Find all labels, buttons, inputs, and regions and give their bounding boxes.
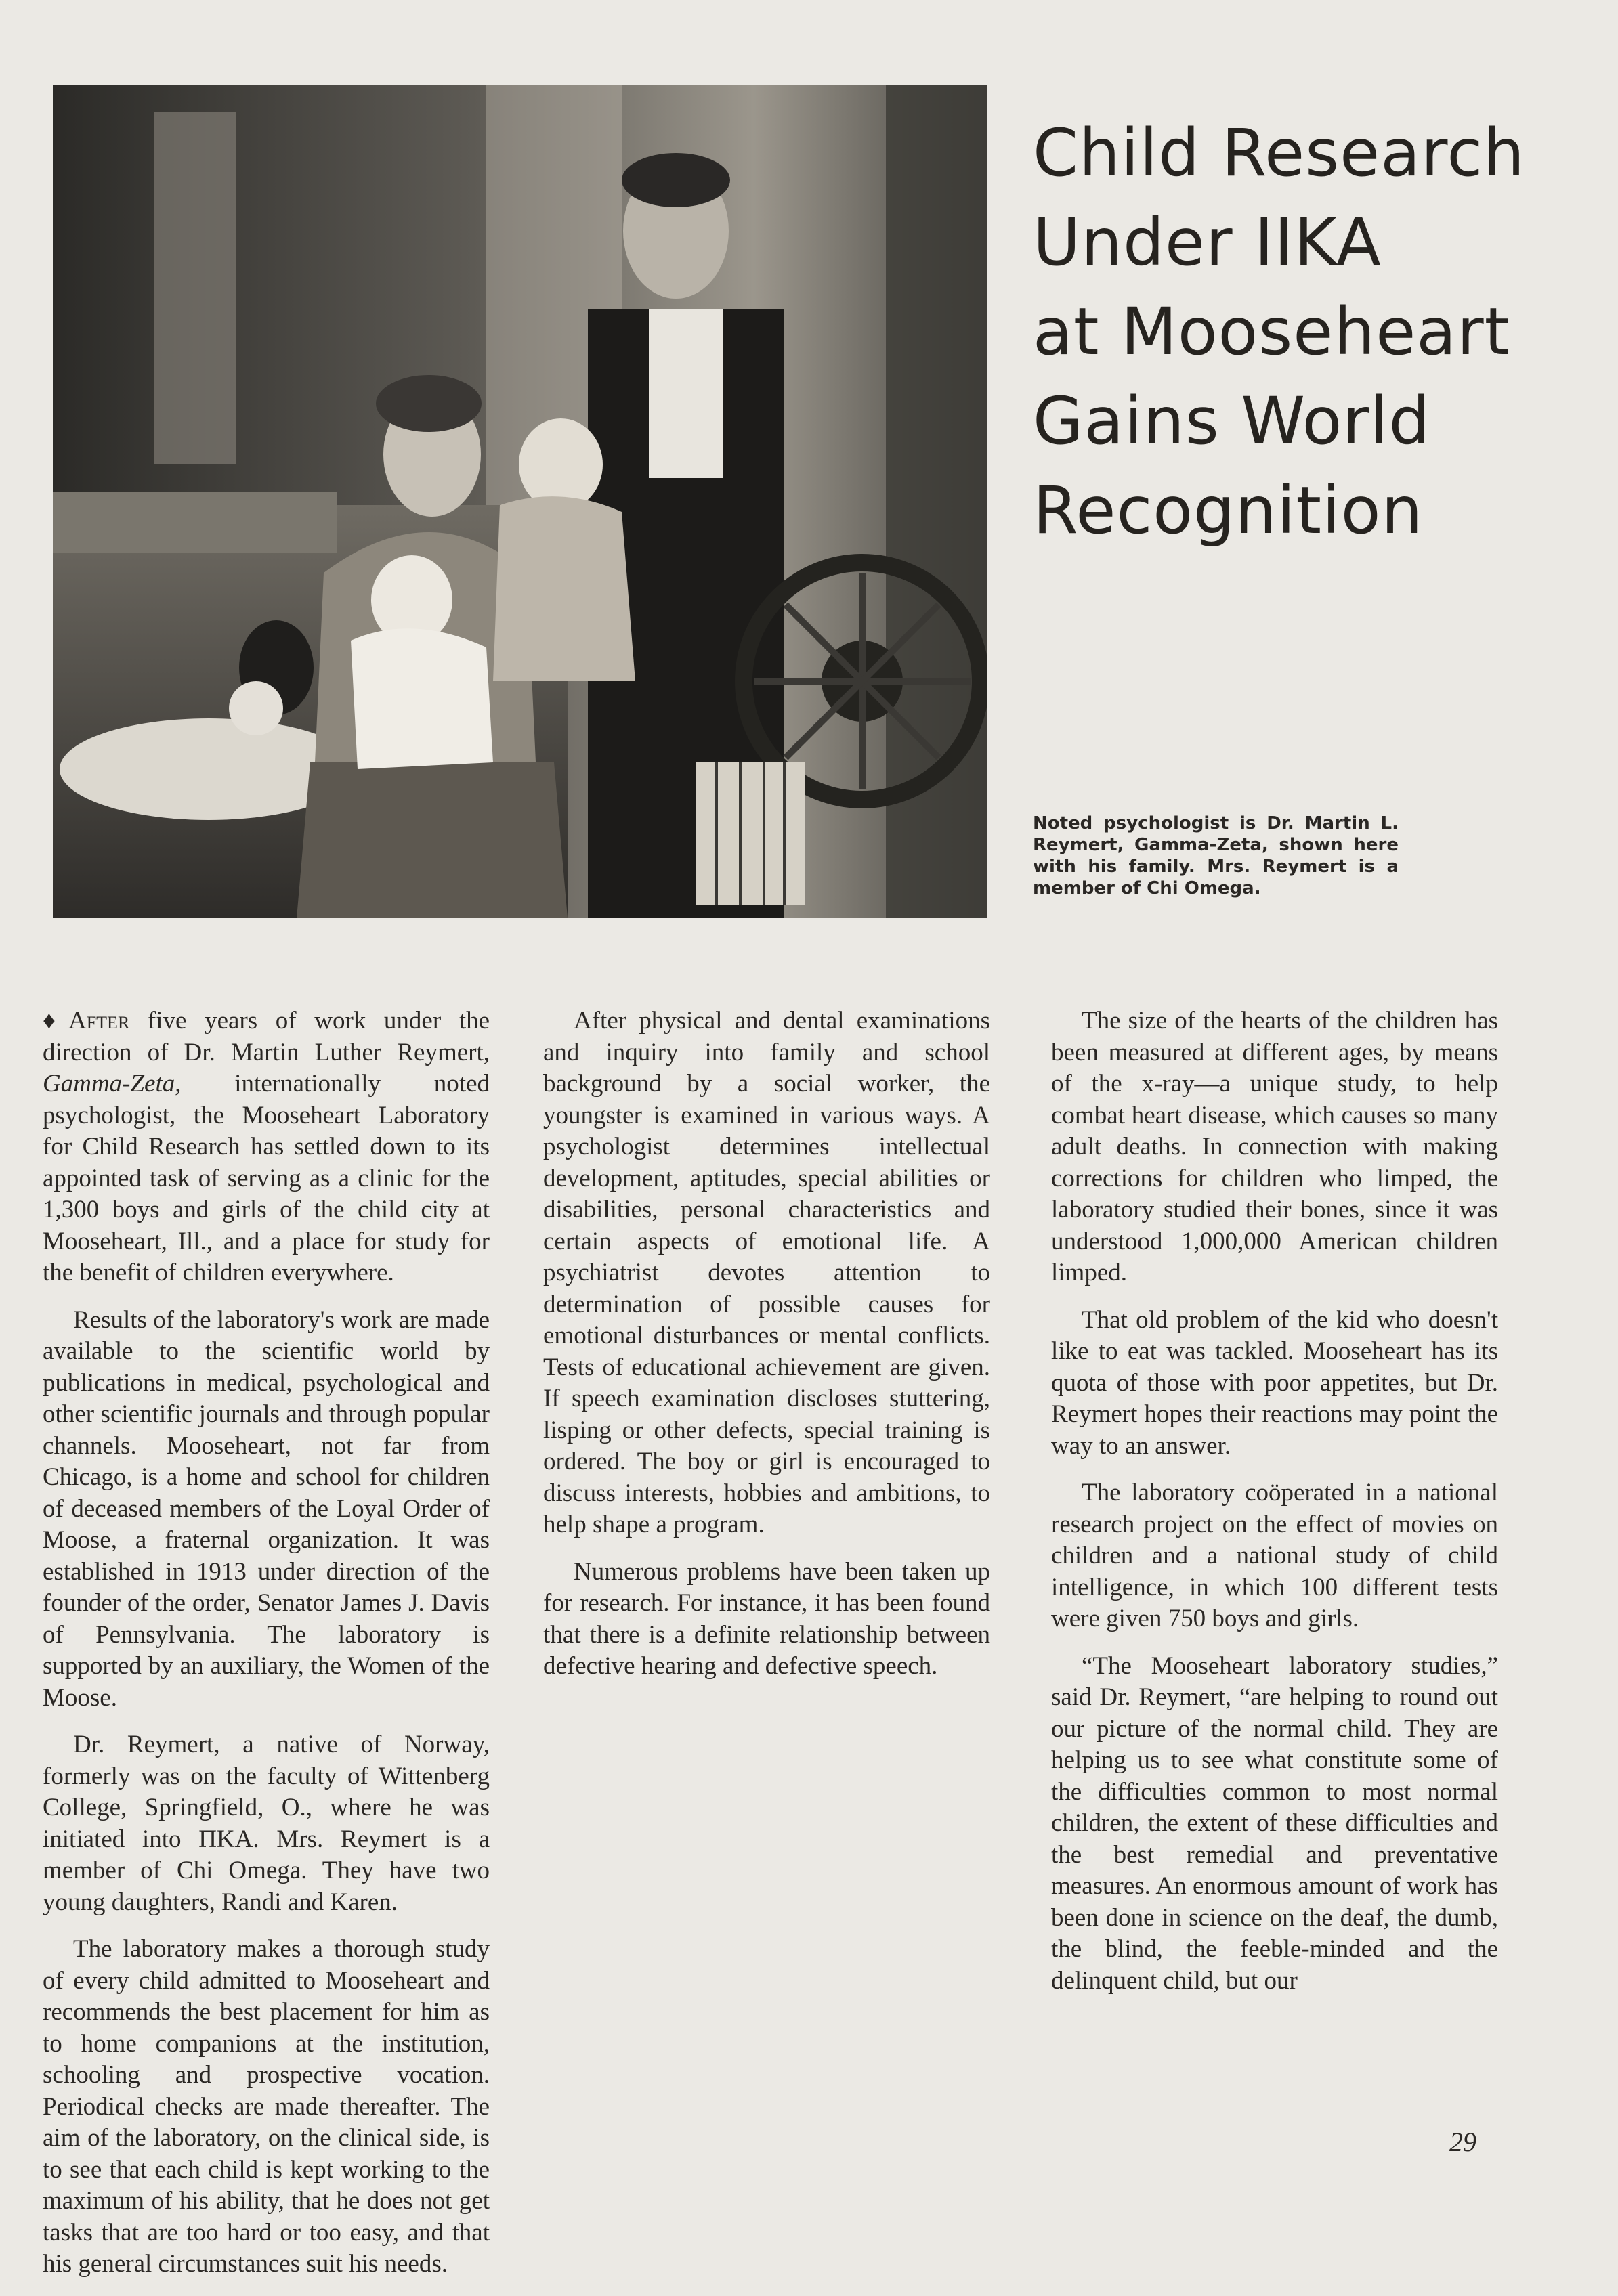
paragraph-10: “The Mooseheart laboratory studies,” said Dr. Reymert, “are helping to round out our picture of the normal child. They are helping us to see what constitute some of the difficulties common to most normal children, the extent of these difficulties and the best remedial and preventative measures. An enormous amount of work has been done in science on the deaf, the dumb, the blind, the feeble-minded and the delinquent child, but our [1051,1651,1498,1995]
paragraph-1 [43,1005,490,1289]
family-photo [53,85,987,918]
paragraph-8: That old problem of the kid who doesn't like to eat was tackled. Mooseheart has its quota of those with poor appetites, but Dr. Reymert hopes their reactions may point the way to an answer. [1051,1305,1498,1460]
column-2 [543,1005,990,1698]
page-number: 29 [1449,2127,1476,2157]
title-line-4: Gains World [1033,383,1431,459]
paragraph-9: The laboratory coöperated in a national research project on the effect of movies on children and a national study of child intelligence, in which 100 different tests were given 750 boys and girls. [1051,1479,1498,1632]
title-line-3: at Mooseheart [1033,294,1511,370]
title-line-5: Recognition [1033,473,1424,548]
paragraph-7: The size of the hearts of the children has been measured at different ages, by means of the x-ray—a unique study, to help combat heart disease, which causes so many adult deaths. In connection with making corrections for children who limped, the laboratory studied their bones, since it was understood 1,000,000 American children limped. [1051,1007,1498,1286]
column-3 [1051,1005,1498,2012]
diamond-marker-icon: ♦ [43,1007,56,1035]
paragraph-1-text-a: five years of work under the direction of Dr. Martin Luther Reymert, [43,1007,490,1066]
column-1 [43,1005,490,2296]
paragraph-4: The laboratory makes a thorough study of every child admitted to Mooseheart and recommends the best placement for him as to home companions at the institution, schooling and prospective vocation. Periodical checks are made thereafter. The aim of the laboratory, on the clinical side, is to see that each child is kept working to the maximum of his ability, that he does not get tasks that are too hard or too easy, and that his general circumstances suit his needs. [43,1935,490,2278]
paragraph-2: Results of the laboratory's work are made available to the scientific world by publications in medical, psychological and other scientific journals and through popular channels. Mooseheart, not far from Chicago, is a home and school for children of deceased members of the Loyal Order of Moose, a fraternal organization. It was established in 1913 under direction of the founder of the order, Senator James J. Davis of Pennsylvania. The laboratory is supported by an auxiliary, the Women of the Moose. [43,1305,490,1712]
paragraph-1-text-b: internationally noted psychologist, the Mooseheart Laboratory for Child Research has settled down to its appointed task of serving as a clinic for the 1,300 boys and girls of the child city at Mooseheart, Ill., and a place for study for the benefit of children everywhere. [43,1070,490,1286]
title-line-1: Child Research [1033,115,1526,191]
lead-word: After [68,1007,130,1035]
chapter-name: Gamma-Zeta, [43,1070,182,1098]
article-title [1033,108,1588,555]
paragraph-3: Dr. Reymert, a native of Norway, formerly was on the faculty of Wittenberg College, Springfield, O., where he was initiated into ΠΚΑ. Mrs. Reymert is a member of Chi Omega. They have two young daughters, Randi and Karen. [43,1731,490,1916]
title-line-2: Under IIKA [1033,204,1382,280]
paragraph-5: After physical and dental examinations and inquiry into family and school background by a social worker, the youngster is examined in various ways. A psychologist determines intellectual development, aptitudes, special abilities or disabilities, personal characteristics and certain aspects of emotional life. A psychiatrist devotes attention to determination of possible causes for emotional disturbances or mental conflicts. Tests of educational achievement are given. If speech examination discloses stuttering, lisping or other defects, special training is ordered. The boy or girl is encouraged to discuss interests, hobbies and ambitions, to help shape a program. [543,1007,990,1538]
paragraph-6: Numerous problems have been taken up for research. For instance, it has been found that there is a definite relationship between defective hearing and defective speech. [543,1557,990,1680]
photo-caption: Noted psychologist is Dr. Martin L. Reymert, Gamma-Zeta, shown here with his family. Mrs. Reymert is a member of Chi Omega. [1033,813,1399,898]
